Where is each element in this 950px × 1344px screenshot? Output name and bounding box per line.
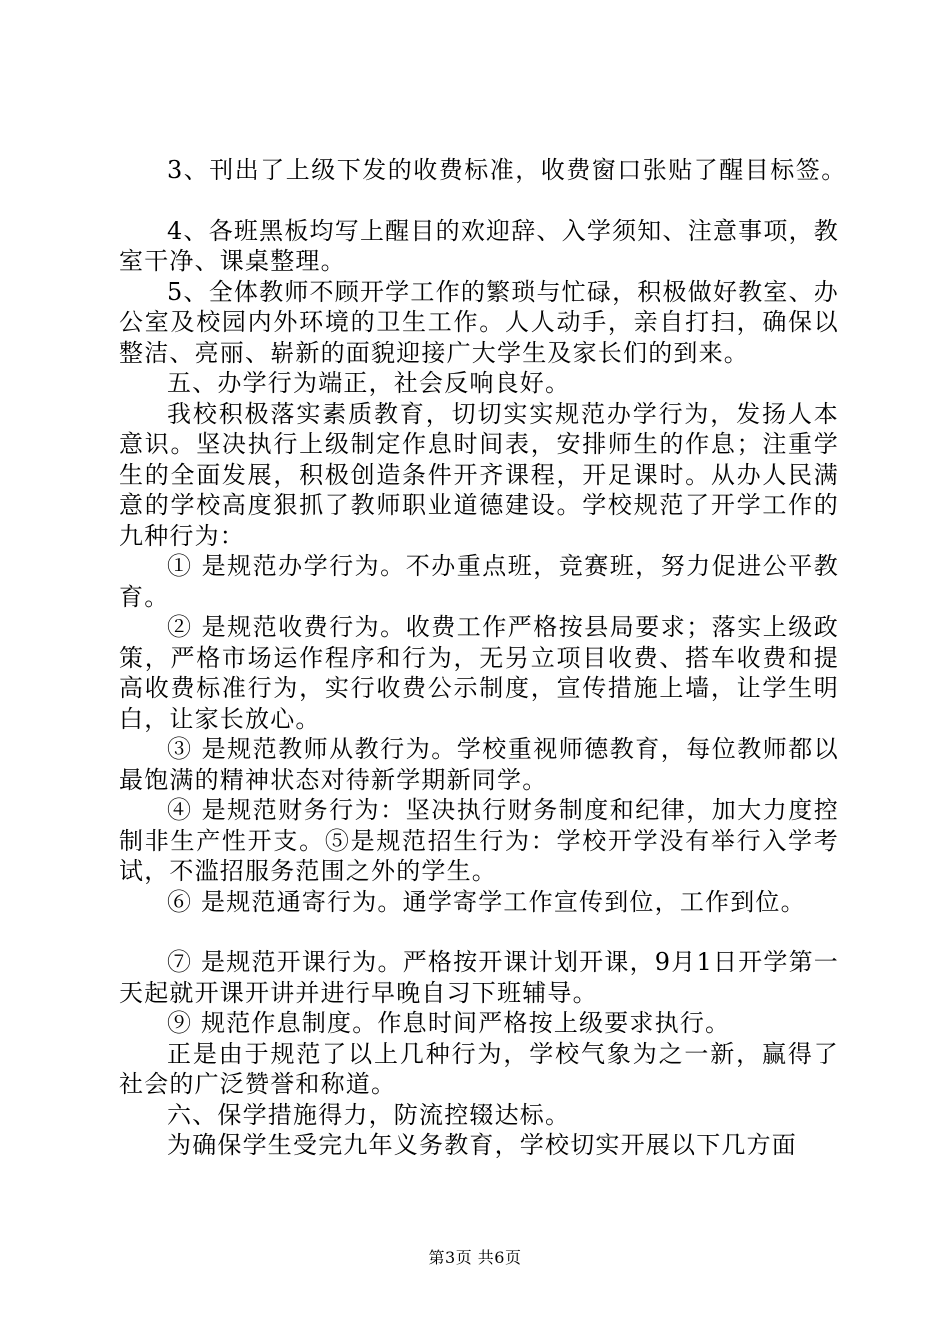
list-item-6: ⑥ 是规范通寄行为。通学寄学工作宣传到位，工作到位。: [167, 887, 806, 916]
page-number-footer: 第3页 共6页: [428, 1248, 522, 1267]
list-item-3: ③ 是规范教师从教行为。学校重视师德教育，每位教师都以最饱满的精神状态对待新学期新同学。: [119, 735, 839, 794]
section-heading-5: 五、办学行为端正，社会反响良好。: [167, 369, 571, 397]
list-item-2: ② 是规范收费行为。收费工作严格按县局要求；落实上级政策，严格市场运作程序和行为，无另立项目收费、搭车收费和提高收费标准行为，实行收费公示制度，宣传措施上墙，让学生明白，让家长放心。: [119, 613, 839, 733]
list-item-4-5: ④ 是规范财务行为：坚决执行财务制度和纪律，加大力度控制非生产性开支。⑤是规范招生行为：学校开学没有举行入学考试，不滥招服务范围之外的学生。: [119, 796, 839, 885]
list-item-7: ⑦ 是规范开课行为。严格按开课计划开课，9月1日开学第一天起就开课开讲并进行早晚自习下班辅导。: [119, 948, 839, 1007]
list-item-1: ① 是规范办学行为。不办重点班，竞赛班，努力促进公平教育。: [119, 552, 839, 611]
document-body: [119, 155, 847, 1161]
paragraph-fee-standard: 3、刊出了上级下发的收费标准，收费窗口张贴了醒目标签。: [167, 156, 847, 184]
paragraph-summary: 正是由于规范了以上几种行为，学校气象为之一新，赢得了社会的广泛赞誉和称道。: [119, 1039, 839, 1098]
section-heading-6: 六、保学措施得力，防流控辍达标。: [167, 1100, 571, 1129]
paragraph-cleaning: 5、全体教师不顾开学工作的繁琐与忙碌，积极做好教室、办公室及校园内外环境的卫生工作。人人动手，亲自打扫，确保以整洁、亮丽、崭新的面貌迎接广大学生及家长们的到来。: [119, 277, 839, 367]
list-item-9: ⑨ 规范作息制度。作息时间严格按上级要求执行。: [167, 1009, 731, 1037]
paragraph-blackboard: 4、各班黑板均写上醒目的欢迎辞、入学须知、注意事项，教室干净、课桌整理。: [119, 216, 839, 275]
paragraph-retention: 为确保学生受完九年义务教育，学校切实开展以下几方面: [167, 1131, 797, 1159]
paragraph-quality-education: 我校积极落实素质教育，切切实实规范办学行为，发扬人本意识。坚决执行上级制定作息时间表，安排师生的作息；注重学生的全面发展，积极创造条件开齐课程，开足课时。从办人民满意的学校高度狠抓了教师职业道德建设。学校规范了开学工作的九种行为：: [119, 399, 839, 550]
